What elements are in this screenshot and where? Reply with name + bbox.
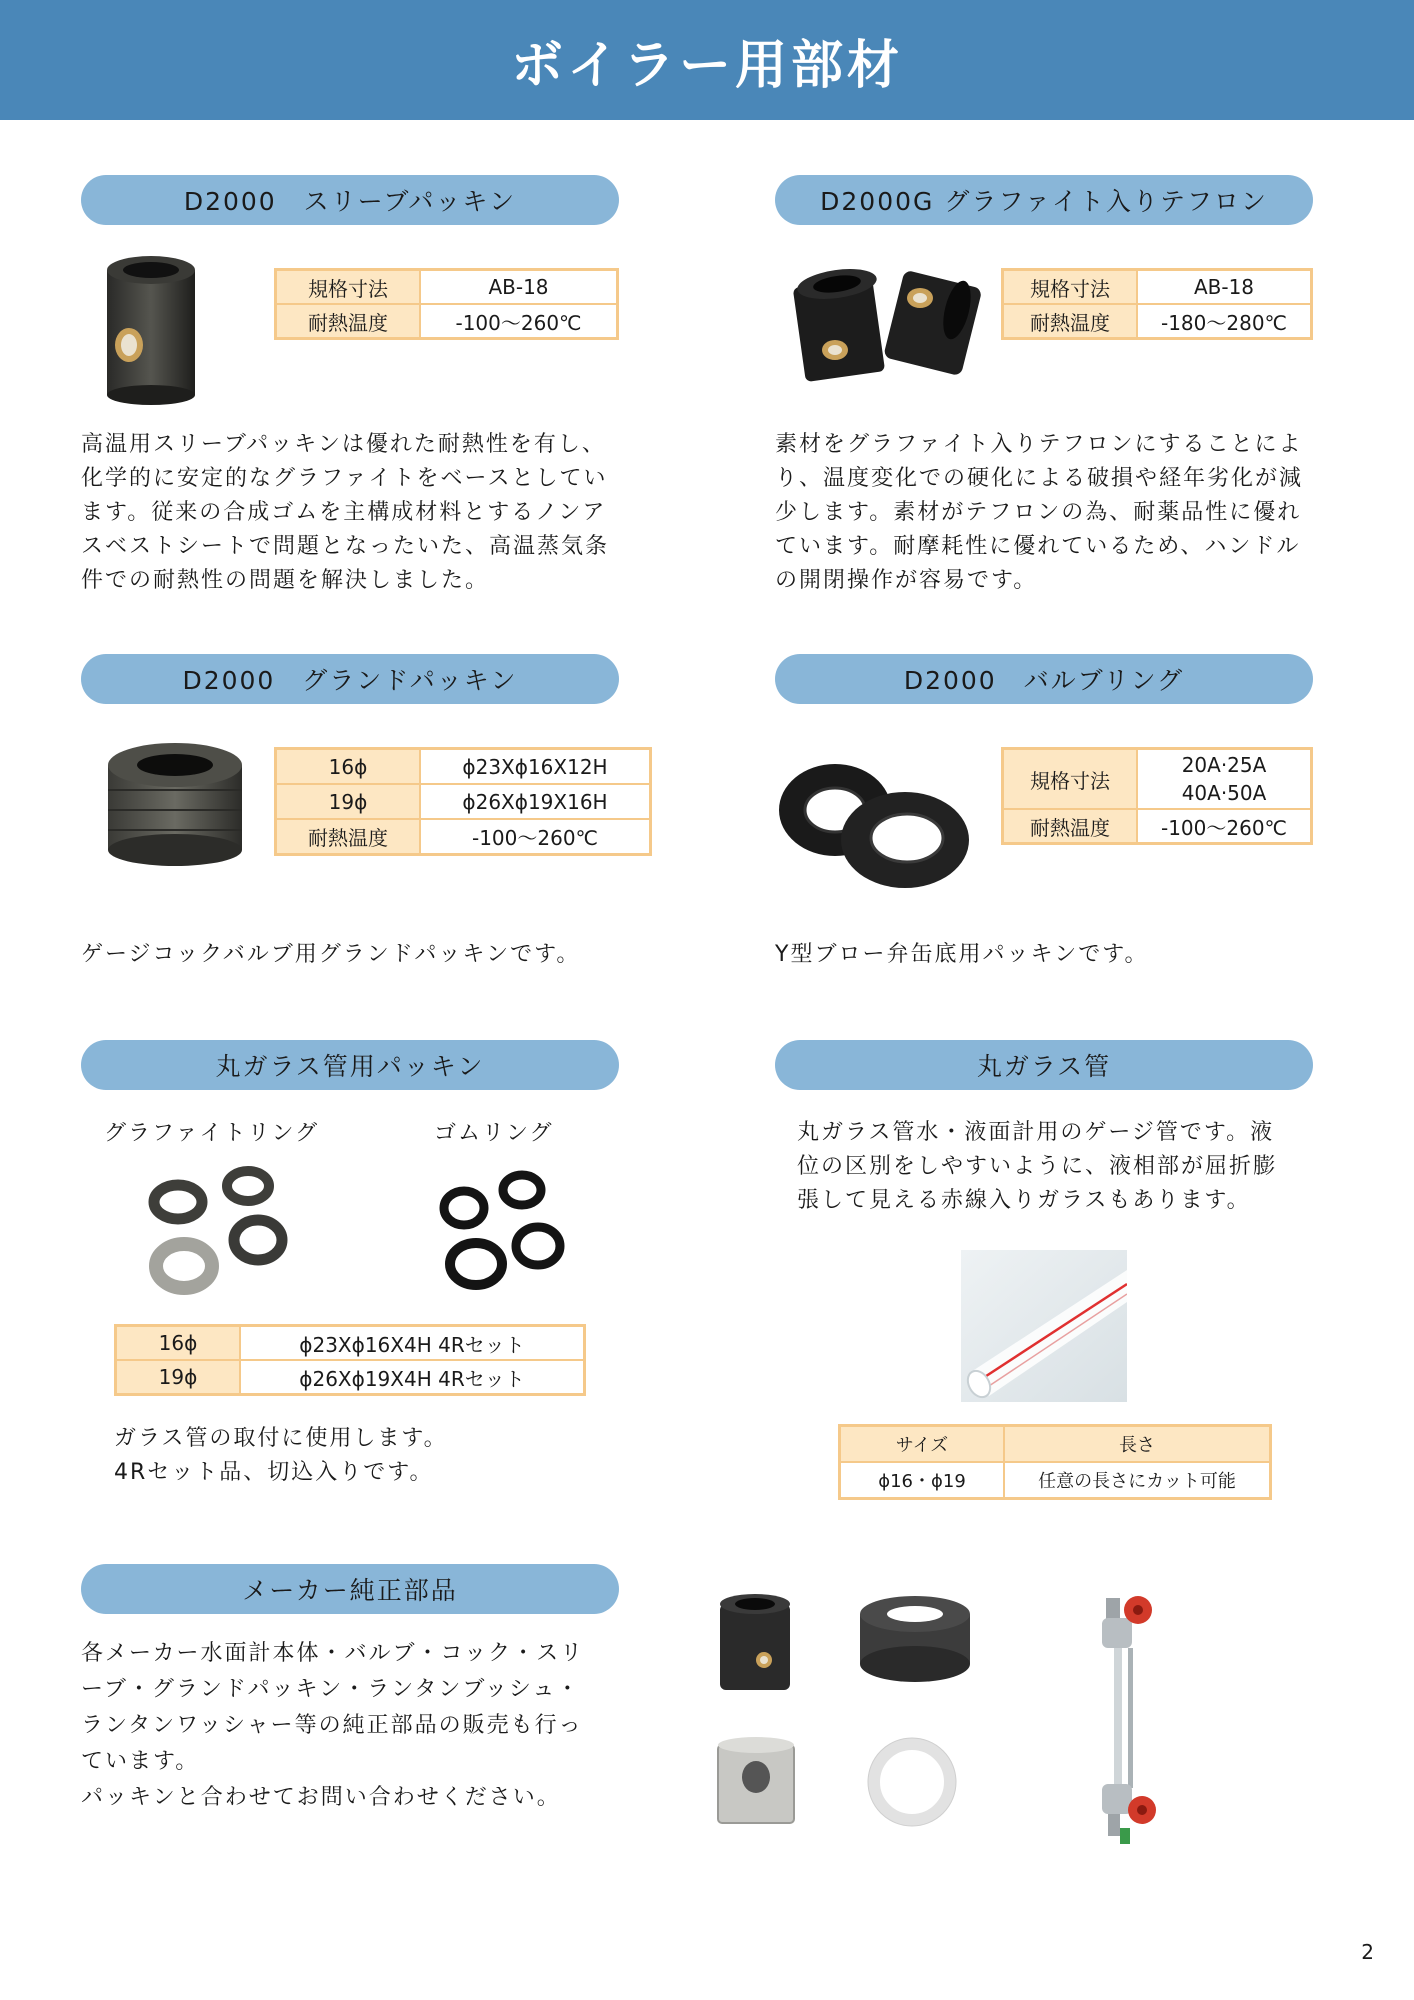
desc-gland: ゲージコックバルブ用グランドパッキンです。 <box>81 942 581 967</box>
desc-line: 件での耐熱性の問題を解決しました。 <box>81 568 490 593</box>
gland-packing-photo <box>100 740 250 870</box>
table-row <box>116 1326 585 1361</box>
table-row <box>1003 749 1312 810</box>
label-rubber-ring: ゴムリング <box>434 1121 554 1146</box>
desc-line: 4Rセット品、切込入りです。 <box>114 1460 434 1485</box>
page-title: ボイラー用部材 <box>510 35 903 96</box>
table-row <box>840 1426 1271 1463</box>
desc-line: 高温用スリーブパッキンは優れた耐熱性を有し、 <box>81 432 606 457</box>
table-row <box>1003 270 1312 305</box>
spec-label: 規格寸法 <box>1003 749 1138 810</box>
spec-value: -100〜260℃ <box>420 819 651 855</box>
spec-table-teflon <box>1001 268 1313 340</box>
spec-label: 16ϕ <box>116 1326 241 1361</box>
section-title-teflon: D2000G グラファイト入りテフロン <box>775 175 1313 225</box>
spec-label: 16ϕ <box>276 749 421 785</box>
spec-label: 耐熱温度 <box>276 304 421 339</box>
desc-line: ています。 <box>81 1749 200 1774</box>
desc-line: ランタンワッシャー等の純正部品の販売も行っ <box>81 1713 583 1738</box>
valve-ring-photo <box>775 758 975 893</box>
desc-teflon <box>775 428 1303 598</box>
maker-white-ring-photo <box>865 1735 960 1830</box>
spec-table-sleeve <box>274 268 619 340</box>
table-row <box>840 1462 1271 1499</box>
table-row <box>276 784 651 819</box>
desc-line: ています。耐摩耗性に優れているため、ハンドル <box>775 534 1301 559</box>
spec-table-glass-tube <box>838 1424 1272 1500</box>
desc-line: の開閉操作が容易です。 <box>775 568 1038 593</box>
desc-glass-packing <box>114 1422 448 1490</box>
spec-value: ϕ23Xϕ16X12H <box>420 749 651 785</box>
desc-sleeve <box>81 428 609 598</box>
spec-label: 規格寸法 <box>1003 270 1138 305</box>
table-row <box>276 749 651 785</box>
table-cell: ϕ16・ϕ19 <box>840 1462 1005 1499</box>
desc-line: 少します。素材がテフロンの為、耐薬品性に優れ <box>775 500 1302 525</box>
spec-value: AB-18 <box>420 270 618 305</box>
table-cell: 任意の長さにカット可能 <box>1004 1462 1271 1499</box>
desc-glass-tube <box>797 1116 1277 1218</box>
desc-line: ーブ・グランドパッキン・ランタンブッシュ・ <box>81 1677 581 1702</box>
table-row <box>1003 809 1312 844</box>
page-header <box>0 0 1414 120</box>
spec-label: 19ϕ <box>116 1360 241 1395</box>
desc-line: り、温度変化での硬化による破損や経年劣化が減 <box>775 466 1304 491</box>
section-title-maker: メーカー純正部品 <box>81 1564 619 1614</box>
table-row <box>276 819 651 855</box>
water-level-gauge-photo <box>1080 1588 1180 1858</box>
sleeve-packing-photo <box>95 250 215 410</box>
spec-value: AB-18 <box>1137 270 1312 305</box>
spec-value: -180〜280℃ <box>1137 304 1312 339</box>
spec-table-valve-ring <box>1001 747 1313 845</box>
section-title-glass-packing: 丸ガラス管用パッキン <box>81 1040 619 1090</box>
graphite-ring-photo <box>140 1160 300 1300</box>
table-header: サイズ <box>840 1426 1005 1463</box>
page-number: 2 <box>1361 1940 1374 1964</box>
section-title-glass-tube: 丸ガラス管 <box>775 1040 1313 1090</box>
spec-label: 規格寸法 <box>276 270 421 305</box>
spec-table-glass-packing <box>114 1324 586 1396</box>
table-row <box>276 270 618 305</box>
spec-value: -100〜260℃ <box>1137 809 1312 844</box>
glass-tube-photo <box>961 1250 1127 1402</box>
desc-line: パッキンと合わせてお問い合わせください。 <box>81 1785 561 1810</box>
desc-line: ます。従来の合成ゴムを主構成材料とするノンア <box>81 500 607 525</box>
rubber-ring-photo <box>430 1168 580 1298</box>
desc-line: 位の区別をしやすいように、液相部が屈折膨 <box>797 1154 1278 1179</box>
label-graphite-ring: グラファイトリング <box>104 1121 320 1146</box>
desc-maker <box>81 1636 584 1816</box>
desc-line: スベストシートで問題となったいた、高温蒸気条 <box>81 534 610 559</box>
section-title-sleeve: D2000 スリーブパッキン <box>81 175 619 225</box>
desc-line: 張して見える赤線入りガラスもあります。 <box>797 1188 1251 1213</box>
spec-label: 耐熱温度 <box>276 819 421 855</box>
spec-label: 19ϕ <box>276 784 421 819</box>
spec-value: -100〜260℃ <box>420 304 618 339</box>
maker-ring-photo <box>855 1592 975 1692</box>
desc-line: 素材をグラファイト入りテフロンにすることによ <box>775 432 1303 457</box>
spec-value-line: 20A·25A <box>1181 753 1267 777</box>
table-row <box>1003 304 1312 339</box>
maker-sleeve-photo <box>712 1590 802 1700</box>
desc-line: 丸ガラス管水・液面計用のゲージ管です。液 <box>797 1120 1275 1145</box>
table-row <box>276 304 618 339</box>
spec-table-gland <box>274 747 652 856</box>
spec-value-line: 40A·50A <box>1181 781 1267 805</box>
desc-line: 各メーカー水面計本体・バルブ・コック・スリ <box>81 1641 585 1666</box>
desc-line: ガラス管の取付に使用します。 <box>114 1426 448 1451</box>
spec-value <box>1137 749 1312 810</box>
table-header: 長さ <box>1004 1426 1271 1463</box>
spec-value: ϕ26Xϕ19X4H 4Rセット <box>240 1360 585 1395</box>
teflon-sleeve-photo <box>785 260 990 390</box>
spec-label: 耐熱温度 <box>1003 304 1138 339</box>
maker-metal-sleeve-photo <box>712 1735 802 1830</box>
spec-value: ϕ23Xϕ16X4H 4Rセット <box>240 1326 585 1361</box>
section-title-valve-ring: D2000 バルブリング <box>775 654 1313 704</box>
spec-value: ϕ26Xϕ19X16H <box>420 784 651 819</box>
spec-label: 耐熱温度 <box>1003 809 1138 844</box>
desc-line: 化学的に安定的なグラファイトをベースとしてい <box>81 466 608 491</box>
section-title-gland: D2000 グランドパッキン <box>81 654 619 704</box>
table-row <box>116 1360 585 1395</box>
desc-valve-ring: Y型ブロー弁缶底用パッキンです。 <box>775 942 1149 967</box>
